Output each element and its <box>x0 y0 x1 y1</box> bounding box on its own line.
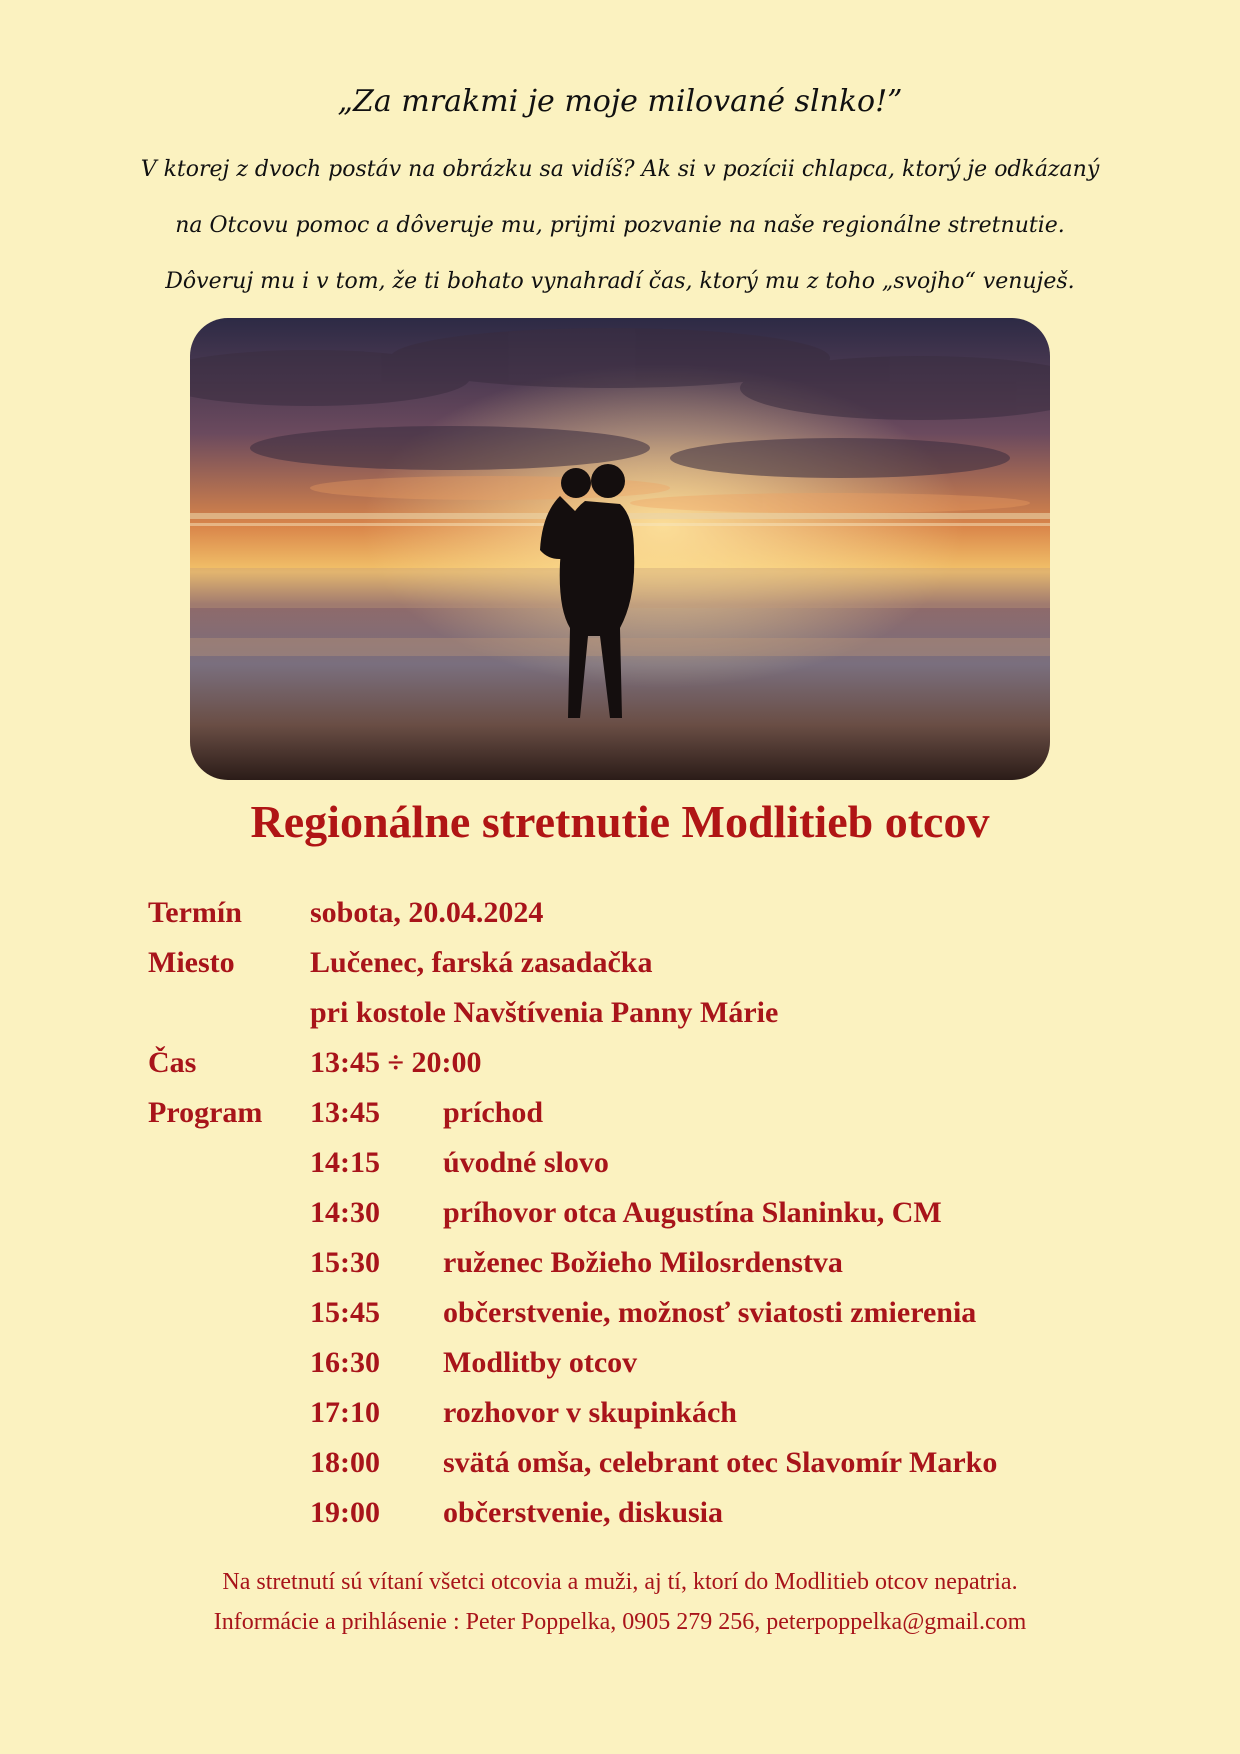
program-item: príchod <box>443 1096 544 1129</box>
sunset-photo <box>190 318 1050 780</box>
time-label: Čas <box>148 1046 197 1079</box>
footer <box>0 1562 1240 1642</box>
intro-block <box>0 82 1240 310</box>
program-time: 14:30 <box>310 1196 380 1229</box>
term-value: sobota, 20.04.2024 <box>310 896 544 929</box>
program-time: 17:10 <box>310 1396 380 1429</box>
program-time: 18:00 <box>310 1446 380 1479</box>
program-time: 15:45 <box>310 1296 380 1329</box>
program-item: ruženec Božieho Milosrdenstva <box>443 1246 843 1279</box>
program-item: Modlitby otcov <box>443 1346 638 1379</box>
footer-welcome-text: Na stretnutí sú vítaní všetci otcovia a muži, aj tí, ktorí do Modlitieb otcov nepatria. <box>222 1569 1018 1595</box>
program-item: rozhovor v skupinkách <box>443 1396 737 1429</box>
place-value: Lučenec, farská zasadačka <box>310 946 653 979</box>
program-item: občerstvenie, diskusia <box>443 1496 724 1529</box>
intro-line-1: V ktorej z dvoch postáv na obrázku sa vidíš? Ak si v pozícii chlapca, ktorý je odkázaný <box>140 157 1100 182</box>
intro-line-2: na Otcovu pomoc a dôveruje mu, prijmi pozvanie na naše regionálne stretnutie. <box>175 213 1065 238</box>
program-time: 14:15 <box>310 1146 380 1179</box>
footer-contact-text: Informácie a prihlásenie : Peter Poppelka, 0905 279 256, peterpoppelka@gmail.com <box>213 1609 1027 1635</box>
intro-quote: „Za mrakmi je moje milované slnko!” <box>337 84 903 119</box>
program-label: Program <box>148 1096 263 1129</box>
place-value-2: pri kostole Navštívenia Panny Márie <box>310 996 779 1029</box>
headline: Regionálne stretnutie Modlitieb otcov <box>250 796 990 847</box>
program-time: 13:45 <box>310 1096 380 1129</box>
term-label: Termín <box>148 896 242 929</box>
program-item: občerstvenie, možnosť sviatosti zmierenia <box>443 1296 977 1329</box>
program-time: 16:30 <box>310 1346 380 1379</box>
place-label: Miesto <box>148 946 235 979</box>
program-time: 19:00 <box>310 1496 380 1529</box>
program-item: úvodné slovo <box>443 1146 609 1179</box>
sunset-beach-father-son-photo <box>190 318 1050 780</box>
program-item: svätá omša, celebrant otec Slavomír Marko <box>443 1446 998 1479</box>
intro-line-3: Dôveruj mu i v tom, že ti bohato vynahradí čas, ktorý mu z toho „svojho“ venuješ. <box>165 269 1075 294</box>
program-time: 15:30 <box>310 1246 380 1279</box>
time-value: 13:45 ÷ 20:00 <box>310 1046 482 1079</box>
program-item: príhovor otca Augustína Slaninku, CM <box>443 1196 942 1229</box>
